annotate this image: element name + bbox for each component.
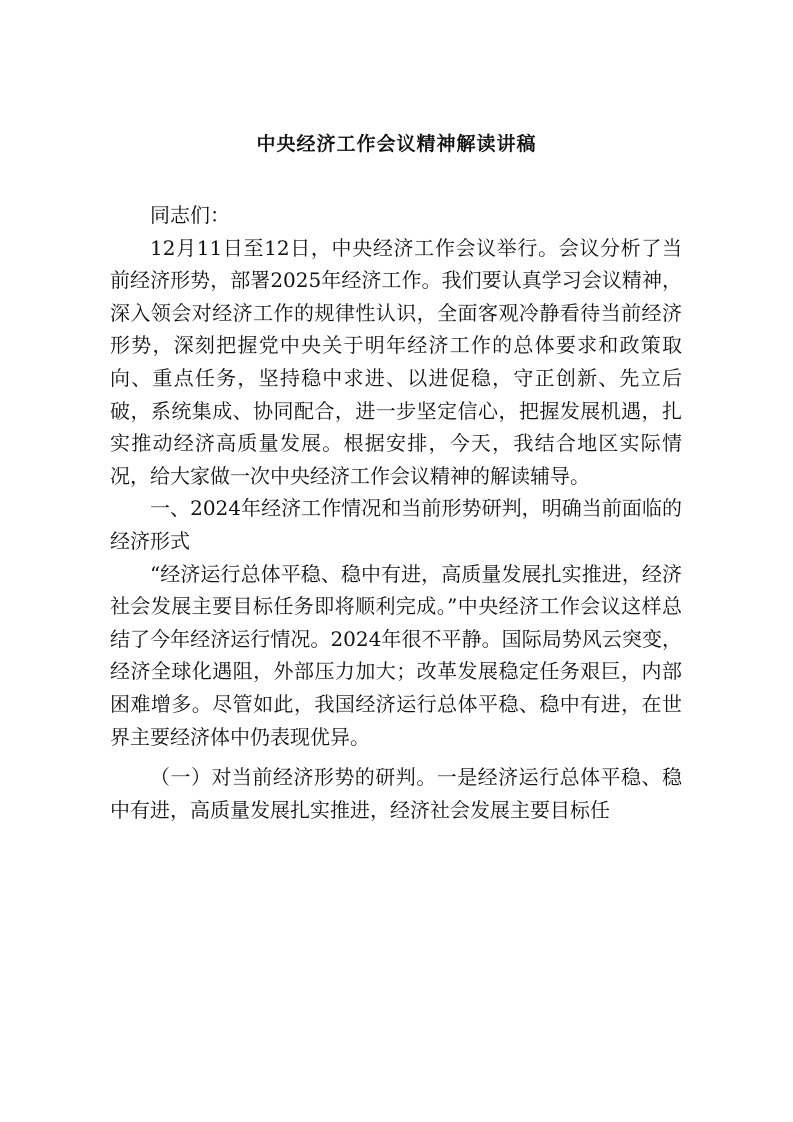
salutation-paragraph: 同志们： bbox=[150, 203, 230, 227]
summary-paragraph: “经济运行总体平稳、稳中有进，高质量发展扎实推进，经济社会发展主要目标任务即将顺利完成。”中央经济工作会议这样总结了今年经济运行情况。2024年很不平静。国际局势风云突变，经济全球化遇阻，外部压力加大；改革发展稳定任务艰巨，内部困难增多。尽管如此，我国经济运行总体平稳、稳中有进，在世界主要经济体中仍表现优异。 bbox=[110, 561, 682, 749]
document-title: 中央经济工作会议精神解读讲稿 bbox=[256, 133, 537, 155]
document-body bbox=[110, 199, 682, 826]
subsection-paragraph-1: （一）对当前经济形势的研判。一是经济运行总体平稳、稳中有进，高质量发展扎实推进，经济社会发展主要目标任 bbox=[110, 765, 682, 822]
section-heading-1: 一、2024年经济工作情况和当前形势研判，明确当前面临的经济形式 bbox=[110, 496, 682, 553]
intro-paragraph: 12月11日至12日，中央经济工作会议举行。会议分析了当前经济形势，部署2025年经济工作。我们要认真学习会议精神，深入领会对经济工作的规律性认识，全面客观冷静看待当前经济形势，深刻把握党中央关于明年经济工作的总体要求和政策取向、重点任务，坚持稳中求进、以进促稳，守正创新、先立后破，系统集成、协同配合，进一步坚定信心，把握发展机遇，扎实推动经济高质量发展。根据安排，今天，我结合地区实际情况，给大家做一次中央经济工作会议精神的解读辅导。 bbox=[110, 235, 682, 488]
